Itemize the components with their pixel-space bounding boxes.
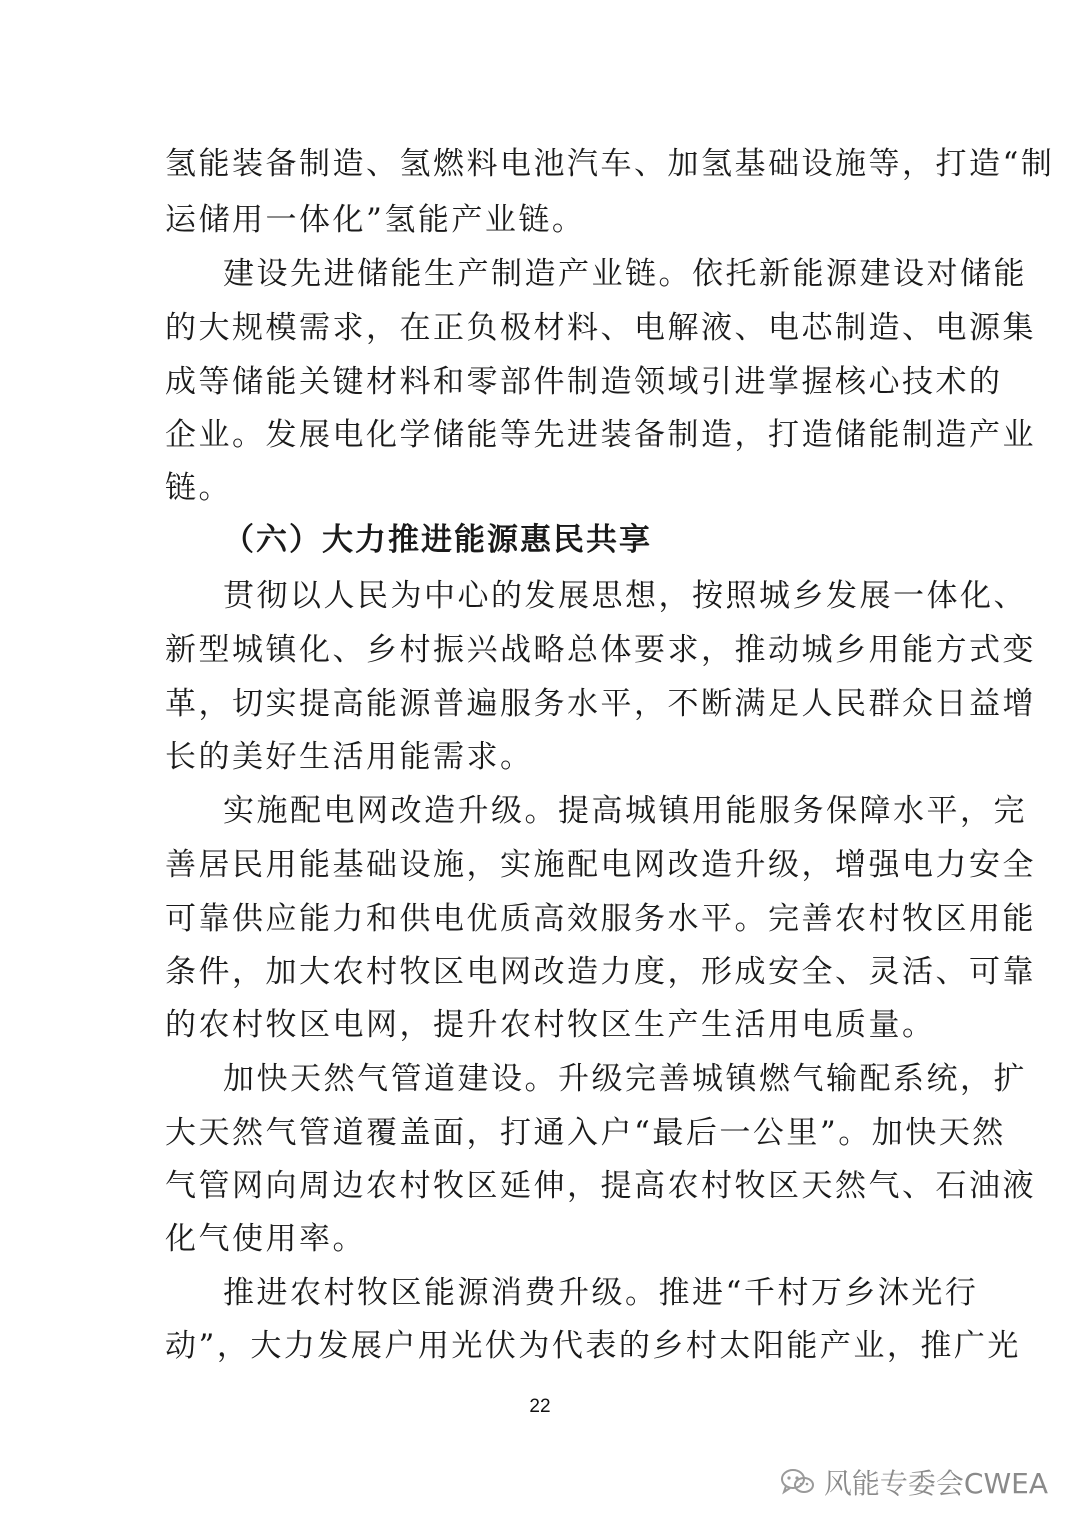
body-line: 化气使用率。 (165, 1221, 366, 1257)
body-line: 推进农村牧区能源消费升级。推进“千村万乡沐光行 (223, 1275, 979, 1311)
body-line: 可靠供应能力和供电优质高效服务水平。完善农村牧区用能 (165, 901, 1036, 937)
body-line: 革，切实提高能源普遍服务水平，不断满足人民群众日益增 (165, 686, 1036, 722)
body-line: 建设先进储能生产制造产业链。依托新能源建设对储能 (223, 256, 1027, 292)
body-line: 实施配电网改造升级。提高城镇用能服务保障水平，完 (223, 793, 1027, 829)
body-line: 气管网向周边农村牧区延伸，提高农村牧区天然气、石油液 (165, 1168, 1036, 1204)
body-line: 的农村牧区电网，提升农村牧区生产生活用电质量。 (165, 1007, 936, 1043)
body-line: 成等储能关键材料和零部件制造领域引进掌握核心技术的 (165, 364, 1003, 400)
body-line: 运储用一体化”氢能产业链。 (165, 202, 586, 238)
body-line: 动”，大力发展户用光伏为代表的乡村太阳能产业，推广光 (165, 1328, 1021, 1364)
wechat-icon (780, 1467, 816, 1497)
body-line: 加快天然气管道建设。升级完善城镇燃气输配系统，扩 (223, 1061, 1027, 1097)
watermark (780, 1462, 1048, 1502)
body-line: 企业。发展电化学储能等先进装备制造，打造储能制造产业 (165, 417, 1036, 453)
body-line: 善居民用能基础设施，实施配电网改造升级，增强电力安全 (165, 847, 1036, 883)
body-line: 长的美好生活用能需求。 (165, 739, 534, 775)
body-line: 贯彻以人民为中心的发展思想，按照城乡发展一体化、 (223, 578, 1027, 614)
body-line: 氢能装备制造、氢燃料电池汽车、加氢基础设施等，打造“制 (165, 146, 1055, 182)
body-line: 条件，加大农村牧区电网改造力度，形成安全、灵活、可靠 (165, 954, 1036, 990)
body-line: 链。 (165, 470, 232, 506)
section-heading: （六）大力推进能源惠民共享 (223, 522, 652, 558)
page-number: 22 (529, 1396, 551, 1417)
watermark-text: 风能专委会CWEA (823, 1467, 1048, 1500)
body-line: 的大规模需求，在正负极材料、电解液、电芯制造、电源集 (165, 310, 1036, 346)
body-line: 大天然气管道覆盖面，打通入户“最后一公里”。加快天然 (165, 1115, 1006, 1151)
body-line: 新型城镇化、乡村振兴战略总体要求，推动城乡用能方式变 (165, 632, 1036, 668)
